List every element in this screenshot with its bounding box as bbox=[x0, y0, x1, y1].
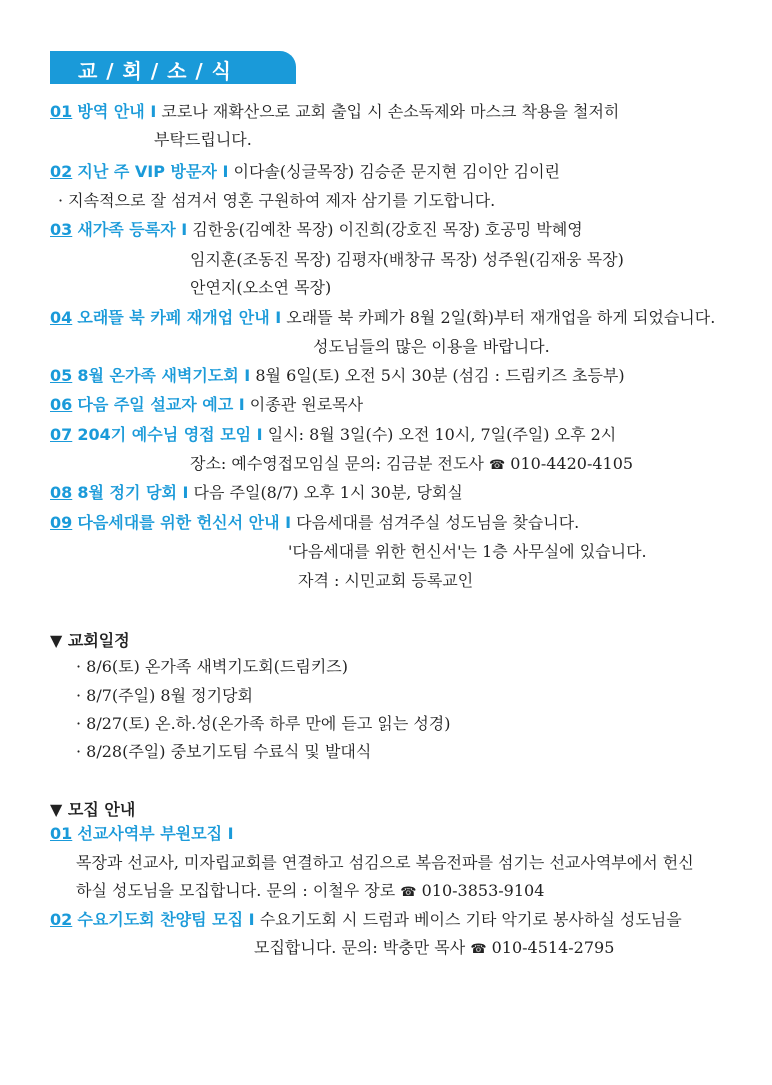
item-text: 장소: 예수영접모임실 문의: 김금분 전도사 bbox=[190, 454, 484, 473]
item-text: · 지속적으로 잘 섬겨서 영혼 구원하여 제자 삼기를 기도합니다. bbox=[58, 191, 496, 210]
news-item-06 bbox=[50, 395, 363, 415]
schedule-item: · 8/27(토) 온.하.성(온가족 하루 만에 듣고 읽는 성경) bbox=[76, 714, 451, 733]
item-text: 안연지(오소연 목장) bbox=[190, 278, 332, 297]
news-item-04 bbox=[50, 308, 715, 328]
item-number: 03 bbox=[50, 220, 73, 239]
page-title: 교 / 회 / 소 / 식 bbox=[78, 59, 232, 83]
item-text: 다음 주일(8/7) 오후 1시 30분, 당회실 bbox=[193, 483, 463, 502]
schedule-title: ▼ 교회일정 bbox=[50, 631, 130, 650]
item-number: 01 bbox=[50, 102, 73, 121]
item-number: 06 bbox=[50, 395, 73, 414]
item-text: 일시: 8월 3일(수) 오전 10시, 7일(주일) 오후 2시 bbox=[267, 425, 617, 444]
schedule-item: · 8/7(주일) 8월 정기당회 bbox=[76, 686, 253, 705]
item-text: 이다솔(싱글목장) 김승준 문지현 김이안 김이린 bbox=[233, 162, 560, 181]
phone-number: 010-4420-4105 bbox=[510, 454, 634, 473]
item-text: 코로나 재확산으로 교회 출입 시 손소독제와 마스크 착용을 철저히 bbox=[161, 102, 620, 121]
item-number: 02 bbox=[50, 910, 73, 929]
item-number: 05 bbox=[50, 366, 73, 385]
item-heading: 8월 온가족 새벽기도회 I bbox=[77, 366, 251, 385]
telephone-icon: ☎ bbox=[470, 942, 487, 957]
news-item-07 bbox=[50, 425, 616, 445]
item-text: 다음세대를 섬겨주실 성도님을 찾습니다. bbox=[296, 513, 580, 532]
item-text: 자격 : 시민교회 등록교인 bbox=[298, 571, 474, 590]
item-text: 모집합니다. 문의: 박충만 목사 bbox=[254, 938, 466, 957]
telephone-icon: ☎ bbox=[488, 458, 506, 473]
item-heading: 새가족 등록자 I bbox=[77, 220, 188, 239]
schedule-item: · 8/6(토) 온가족 새벽기도회(드림키즈) bbox=[76, 657, 348, 676]
item-heading: 수요기도회 찬양팀 모집 I bbox=[77, 910, 255, 929]
item-heading: 방역 안내 I bbox=[77, 102, 157, 121]
item-text: 8월 6일(토) 오전 5시 30분 (섬김 : 드림키즈 초등부) bbox=[255, 366, 625, 385]
news-item-01 bbox=[50, 102, 619, 122]
news-item-08 bbox=[50, 483, 463, 503]
item-heading: 선교사역부 부원모집 I bbox=[77, 824, 234, 843]
item-text: 김한웅(김예찬 목장) 이진희(강호진 목장) 호공밍 박혜영 bbox=[192, 220, 583, 239]
news-item-09 bbox=[50, 513, 579, 533]
item-number: 07 bbox=[50, 425, 73, 444]
news-item-02 bbox=[50, 162, 560, 182]
item-heading: 다음 주일 설교자 예고 I bbox=[77, 395, 245, 414]
news-item-03 bbox=[50, 220, 583, 240]
item-heading: 8월 정기 당회 I bbox=[77, 483, 189, 502]
item-text: 이종관 원로목사 bbox=[249, 395, 364, 414]
item-text: 부탁드립니다. bbox=[154, 130, 252, 149]
phone-number: 010-3853-9104 bbox=[421, 881, 545, 900]
recruit-item-01 bbox=[50, 824, 234, 844]
item-number: 04 bbox=[50, 308, 73, 327]
item-text: 수요기도회 시 드럼과 베이스 기타 악기로 봉사하실 성도님을 bbox=[259, 910, 682, 929]
item-text bbox=[190, 454, 633, 476]
item-text: 오래뜰 북 카페가 8월 2일(화)부터 재개업을 하게 되었습니다. bbox=[286, 308, 716, 327]
recruit-title: ▼ 모집 안내 bbox=[50, 800, 136, 819]
item-text bbox=[254, 938, 614, 960]
item-text: '다음세대를 위한 헌신서'는 1층 사무실에 있습니다. bbox=[288, 542, 647, 561]
item-heading: 204기 예수님 영접 모임 I bbox=[77, 425, 263, 444]
item-number: 01 bbox=[50, 824, 73, 843]
phone-number: 010-4514-2795 bbox=[491, 938, 615, 957]
item-text bbox=[76, 881, 544, 903]
news-item-05 bbox=[50, 366, 625, 386]
item-number: 02 bbox=[50, 162, 73, 181]
item-number: 09 bbox=[50, 513, 73, 532]
item-heading: 지난 주 VIP 방문자 I bbox=[77, 162, 229, 181]
item-text: 임지훈(조동진 목장) 김평자(배창규 목장) 성주원(김재웅 목장) bbox=[190, 250, 624, 269]
telephone-icon: ☎ bbox=[400, 885, 417, 900]
item-heading: 오래뜰 북 카페 재개업 안내 I bbox=[77, 308, 282, 327]
recruit-item-02 bbox=[50, 910, 682, 930]
item-text: 성도님들의 많은 이용을 바랍니다. bbox=[313, 337, 550, 356]
item-text: 목장과 선교사, 미자립교회를 연결하고 섬김으로 복음전파를 섬기는 선교사역부에서 헌신 bbox=[76, 853, 694, 872]
item-heading: 다음세대를 위한 헌신서 안내 I bbox=[77, 513, 292, 532]
item-number: 08 bbox=[50, 483, 73, 502]
schedule-item: · 8/28(주일) 중보기도팀 수료식 및 발대식 bbox=[76, 742, 372, 761]
item-text: 하실 성도님을 모집합니다. 문의 : 이철우 장로 bbox=[76, 881, 396, 900]
